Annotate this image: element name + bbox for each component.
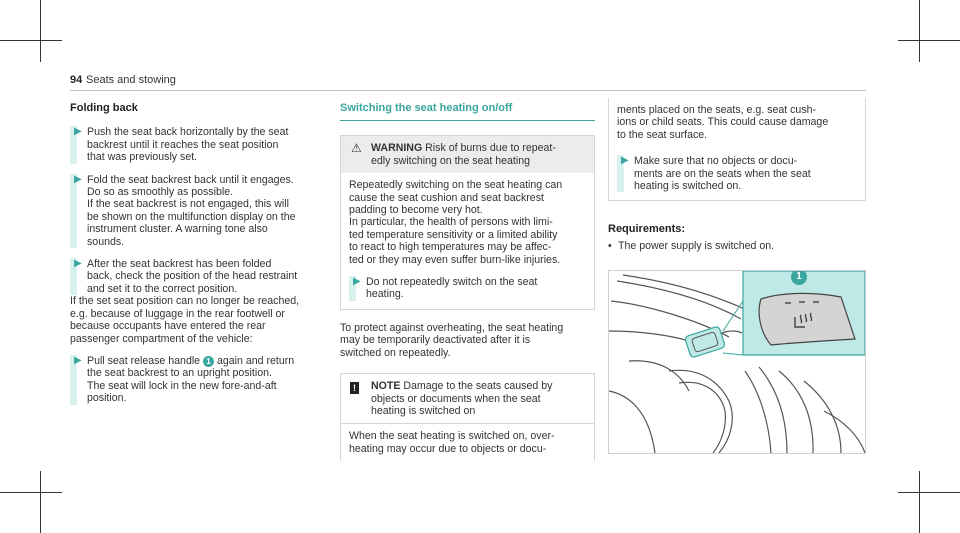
instruction-step xyxy=(70,355,326,405)
warning-title-line: edly switching on the seat heating xyxy=(371,154,531,167)
paragraph-line: If the set seat position can no longer be reached, xyxy=(70,295,300,308)
column-folding-back xyxy=(70,98,326,415)
note-text: to the seat surface. xyxy=(617,128,708,141)
warning-label: WARNING xyxy=(371,142,423,155)
step-text: heating is switched on. xyxy=(634,180,742,193)
crop-mark xyxy=(0,492,62,493)
crop-mark xyxy=(898,40,960,41)
step-text: sounds. xyxy=(87,235,125,248)
bullet-icon: • xyxy=(608,239,612,252)
step-text: that was previously set. xyxy=(87,151,198,164)
header-divider xyxy=(70,90,866,91)
warning-body xyxy=(341,173,594,309)
step-text: the seat backrest to an upright position. xyxy=(87,367,272,380)
instruction-step xyxy=(349,276,586,301)
step-text: Push the seat back horizontally by the seat xyxy=(87,126,289,139)
warning-box xyxy=(340,135,595,309)
requirements-heading: Requirements: xyxy=(608,223,686,236)
note-continuation xyxy=(608,98,866,201)
note-text: heating may occur due to objects or docu- xyxy=(349,442,547,455)
crop-mark xyxy=(919,0,920,62)
note-header xyxy=(341,374,594,423)
paragraph-line: passenger compartment of the vehicle: xyxy=(70,332,253,345)
step-text: be shown on the multifunction display on the xyxy=(87,210,296,223)
warning-text: cause the seat cushion and seat backrest xyxy=(349,191,544,204)
page-number: 94 xyxy=(70,74,83,86)
paragraph-line: may be temporarily deactivated after it is xyxy=(340,334,531,347)
crop-mark xyxy=(40,471,41,533)
warning-header xyxy=(341,136,594,173)
note-title-line: heating is switched on xyxy=(371,404,476,417)
step-text: After the seat backrest has been folded xyxy=(87,258,272,271)
step-text-part: again and return xyxy=(216,354,295,367)
warning-text: to react to high temperatures may be affec- xyxy=(349,241,552,254)
step-text: Make sure that no objects or docu- xyxy=(634,155,798,168)
callout-badge: 1 xyxy=(791,270,807,285)
warning-title-text: Risk of burns due to repeat- xyxy=(425,142,556,155)
requirement-item xyxy=(608,240,866,252)
step-text: The seat will lock in the new fore-and-aft xyxy=(87,379,277,392)
page-section-title: Seats and stowing xyxy=(86,74,176,86)
requirement-text: The power supply is switched on. xyxy=(618,239,775,252)
instruction-step xyxy=(617,155,857,192)
note-continuation-text xyxy=(617,104,857,141)
step-text: Fold the seat backrest back until it engages. xyxy=(87,173,294,186)
step-text: backrest until it reaches the seat position xyxy=(87,138,279,151)
note-title-text: Damage to the seats caused by xyxy=(403,380,553,393)
note-box xyxy=(340,373,595,461)
warning-text: In particular, the health of persons with limi- xyxy=(349,216,553,229)
warning-title xyxy=(349,142,586,154)
paragraph-line: because occupants have entered the rear xyxy=(70,320,266,333)
step-text: and set it to the correct position. xyxy=(87,282,238,295)
warning-text: padding to become very hot. xyxy=(349,204,483,217)
warning-triangle-icon: ⚠ xyxy=(351,141,362,156)
paragraph-line: To protect against overheating, the seat heating xyxy=(340,321,564,334)
note-title xyxy=(349,380,586,392)
instruction-step xyxy=(70,174,326,248)
callout-badge: 1 xyxy=(203,356,214,367)
note-body xyxy=(341,423,594,461)
column-continued xyxy=(608,104,866,252)
step-arrow-icon: ▶ xyxy=(621,155,629,167)
warning-text: ted temperature sensitivity or a limited ability xyxy=(349,228,558,241)
note-text: ions or child seats. This could cause damage xyxy=(617,116,829,129)
column-seat-heating xyxy=(340,98,595,461)
step-text xyxy=(87,355,326,367)
note-text: ments placed on the seats, e.g. seat cush- xyxy=(617,104,817,116)
step-text: position. xyxy=(87,392,127,405)
note-label: NOTE xyxy=(371,380,401,393)
step-arrow-icon: ▶ xyxy=(74,258,82,270)
step-text: back, check the position of the head restraint xyxy=(87,270,298,283)
section-heading: Switching the seat heating on/off xyxy=(340,102,595,121)
note-title-line: objects or documents when the seat xyxy=(371,392,541,405)
paragraph xyxy=(70,295,326,345)
instruction-step xyxy=(70,258,326,295)
step-arrow-icon: ▶ xyxy=(74,173,82,185)
step-text: instrument cluster. A warning tone also xyxy=(87,223,268,236)
step-arrow-icon: ▶ xyxy=(353,276,361,288)
warning-text: ted or they may even suffer burn-like injuries. xyxy=(349,253,561,266)
crop-mark xyxy=(919,471,920,533)
step-arrow-icon: ▶ xyxy=(74,354,82,366)
crop-mark xyxy=(40,0,41,62)
paragraph xyxy=(340,322,595,359)
step-text: ments are on the seats when the seat xyxy=(634,167,811,180)
step-arrow-icon: ▶ xyxy=(74,126,82,138)
step-text-part: Pull seat release handle xyxy=(87,354,201,367)
step-text: Do not repeatedly switch on the seat xyxy=(366,276,538,289)
crop-mark xyxy=(0,40,62,41)
section-heading: Folding back xyxy=(70,102,138,114)
step-text: If the seat backrest is not engaged, this will xyxy=(87,198,289,211)
step-text: heating. xyxy=(366,288,404,301)
exclamation-icon: ! xyxy=(350,382,359,394)
warning-text: Repeatedly switching on the seat heating can xyxy=(349,179,563,192)
step-text: Do so as smoothly as possible. xyxy=(87,186,234,199)
instruction-step xyxy=(70,126,326,163)
seat-heating-button-illustration xyxy=(608,270,866,454)
paragraph-line: switched on repeatedly. xyxy=(340,346,451,359)
crop-mark xyxy=(898,492,960,493)
paragraph-line: e.g. because of luggage in the rear footwell or xyxy=(70,307,285,320)
note-text: When the seat heating is switched on, over- xyxy=(349,430,555,443)
door-panel-drawing xyxy=(609,271,865,453)
